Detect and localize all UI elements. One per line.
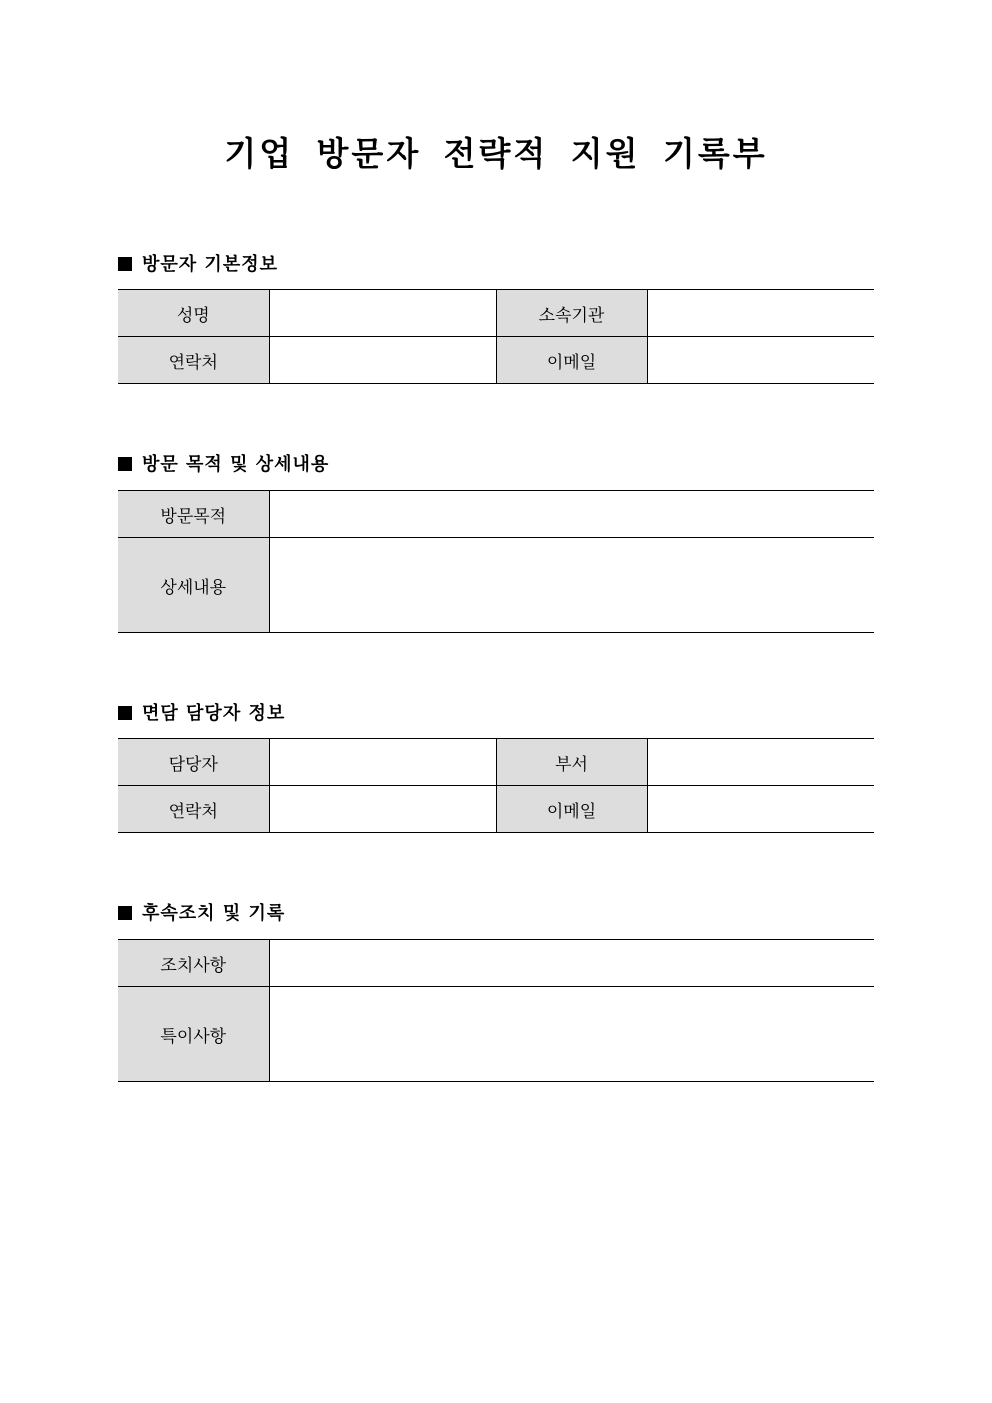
visitor-contact-field[interactable] — [269, 337, 496, 384]
section-heading-interviewer-text: 면담 담당자 정보 — [142, 703, 286, 724]
person-field[interactable] — [269, 739, 496, 786]
interviewer-info-table — [118, 738, 874, 833]
section-heading-purpose-text: 방문 목적 및 상세내용 — [142, 454, 330, 475]
department-field[interactable] — [647, 739, 874, 786]
affiliation-label: 소속기관 — [496, 290, 647, 337]
section-heading-interviewer — [118, 702, 285, 726]
person-label: 담당자 — [118, 739, 269, 786]
visitor-email-label: 이메일 — [496, 337, 647, 384]
purpose-label: 방문목적 — [118, 491, 269, 538]
details-label: 상세내용 — [118, 538, 269, 633]
notes-label: 특이사항 — [118, 987, 269, 1082]
visitor-info-table — [118, 289, 874, 384]
square-bullet-icon — [118, 457, 132, 471]
square-bullet-icon — [118, 257, 132, 271]
purpose-table — [118, 490, 874, 633]
section-heading-followup — [118, 902, 285, 926]
square-bullet-icon — [118, 906, 132, 920]
notes-field[interactable] — [269, 987, 874, 1082]
followup-table — [118, 939, 874, 1082]
action-field[interactable] — [269, 940, 874, 987]
interviewer-contact-label: 연락처 — [118, 786, 269, 833]
square-bullet-icon — [118, 706, 132, 720]
section-heading-visitor-text: 방문자 기본정보 — [142, 254, 278, 275]
name-label: 성명 — [118, 290, 269, 337]
interviewer-email-label: 이메일 — [496, 786, 647, 833]
action-label: 조치사항 — [118, 940, 269, 987]
interviewer-email-field[interactable] — [647, 786, 874, 833]
details-field[interactable] — [269, 538, 874, 633]
interviewer-contact-field[interactable] — [269, 786, 496, 833]
name-field[interactable] — [269, 290, 496, 337]
section-heading-purpose — [118, 453, 329, 477]
visitor-email-field[interactable] — [647, 337, 874, 384]
document-title: 기업 방문자 전략적 지원 기록부 — [224, 134, 768, 173]
section-heading-followup-text: 후속조치 및 기록 — [142, 903, 286, 924]
visitor-contact-label: 연락처 — [118, 337, 269, 384]
department-label: 부서 — [496, 739, 647, 786]
affiliation-field[interactable] — [647, 290, 874, 337]
purpose-field[interactable] — [269, 491, 874, 538]
section-heading-visitor — [118, 253, 278, 277]
